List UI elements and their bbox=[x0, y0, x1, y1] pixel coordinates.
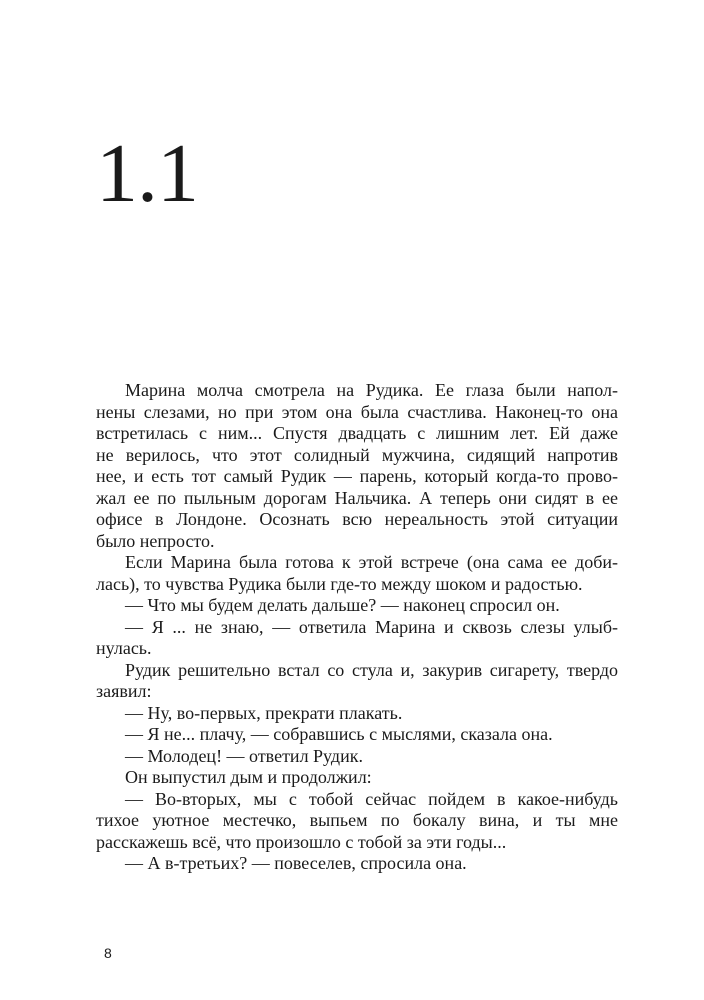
text-line: — Ну, во-первых, прекрати плакать. bbox=[125, 702, 403, 723]
text-line: не верилось, что этот солидный мужчина, сидящий напротив bbox=[96, 444, 618, 465]
text-line: нее, и есть тот самый Рудик — парень, который когда-то прово- bbox=[96, 466, 618, 486]
text-line: Рудик решительно встал со стула и, закурив сигарету, твердо bbox=[125, 659, 618, 680]
text-line: — Что мы будем делать дальше? — наконец спросил он. bbox=[125, 595, 560, 615]
text-line: — А в-третьих? — повеселев, спросила она. bbox=[125, 853, 467, 873]
text-line: расскажешь всё, что произошло с тобой за эти годы... bbox=[96, 831, 507, 852]
text-line: встретилась с ним... Спустя двадцать с лишним лет. Ей даже bbox=[96, 423, 618, 443]
text-line: жал ее по пыльным дорогам Нальчика. А теперь они сидят в ее bbox=[96, 487, 618, 508]
text-line: — Молодец! — ответил Рудик. bbox=[125, 745, 363, 766]
text-line: — Во-вторых, мы с тобой сейчас пойдем в какое-нибудь bbox=[125, 788, 618, 809]
text-line: заявил: bbox=[96, 681, 152, 701]
page-number: 8 bbox=[104, 945, 112, 961]
text-line: Марина молча смотрела на Рудика. Ее глаза были напол- bbox=[125, 380, 618, 400]
text-line: лась), то чувства Рудика были где-то между шоком и радостью. bbox=[96, 573, 583, 594]
text-line: тихое уютное местечко, выпьем по бокалу вина, и ты мне bbox=[96, 810, 618, 830]
text-line: офисе в Лондоне. Осознать всю нереальность этой ситуации bbox=[96, 509, 618, 529]
text-line: Он выпустил дым и продолжил: bbox=[125, 767, 372, 787]
chapter-number: 1.1 bbox=[96, 127, 198, 220]
text-line: нулась. bbox=[96, 638, 152, 658]
body-text bbox=[96, 380, 618, 875]
text-line: было непросто. bbox=[96, 530, 215, 551]
text-line: Если Марина была готова к этой встрече (она сама ее доби- bbox=[125, 552, 618, 572]
text-line: нены слезами, но при этом она была счастлива. Наконец-то она bbox=[96, 401, 618, 422]
text-line: — Я не... плачу, — собравшись с мыслями, сказала она. bbox=[125, 724, 553, 744]
text-line: — Я ... не знаю, — ответила Марина и сквозь слезы улыб- bbox=[125, 616, 618, 637]
